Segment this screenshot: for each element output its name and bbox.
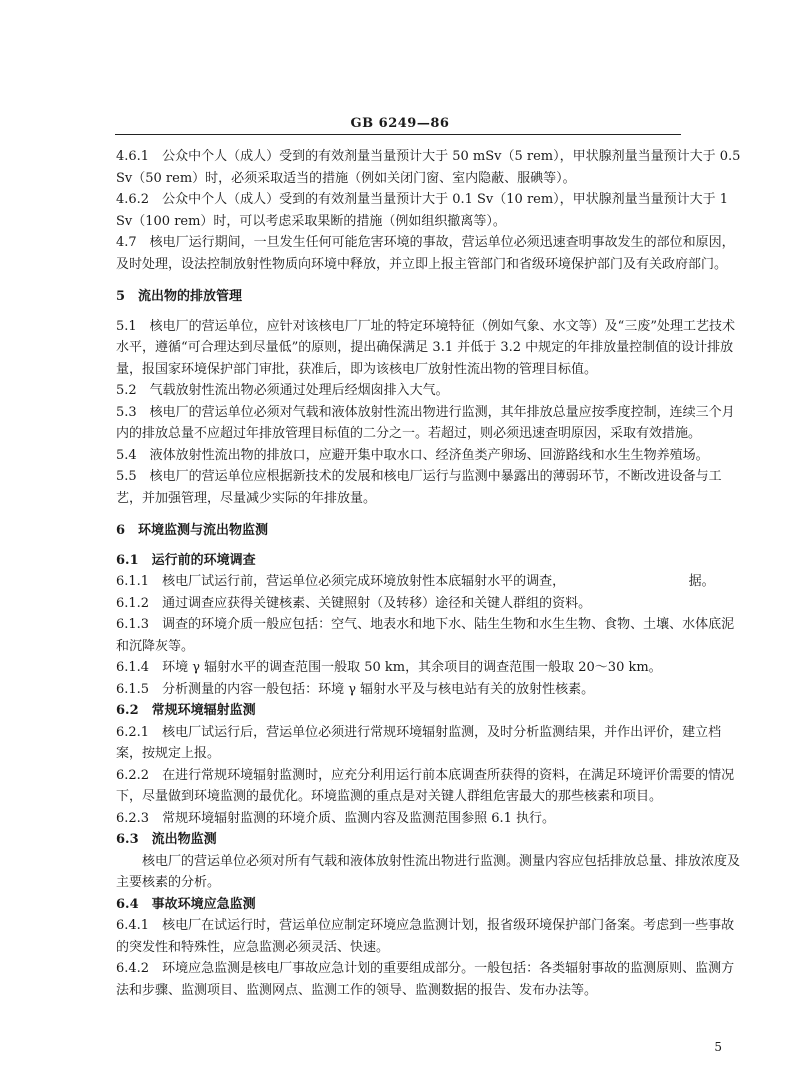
clause-6-2-3: 6.2.3 常规环境辐射监测的环境介质、监测内容及监测范围参照 6.1 执行。: [116, 810, 556, 826]
clause-6-1-heading: 6.1 运行前的环境调查: [116, 552, 256, 568]
section-6-heading: 6 环境监测与流出物监测: [116, 523, 269, 538]
section-5-heading: 5 流出物的排放管理: [116, 289, 243, 304]
clause-4-6-2: 4.6.2 公众中个人（成人）受到的有效剂量当量预计大于 0.1 Sv（10 rem），甲状腺剂量当量预计大于 1 Sv（100 rem）时，可以考虑采取果断的措施（例如组织撤离等）。: [116, 192, 729, 229]
clause-5-3: 5.3 核电厂的营运单位必须对气载和液体放射性流出物进行监测，其年排放总量应按季度控制，连续三个月内的排放总量不应超过年排放管理目标值的二分之一。若超过，则必须迅速查明原因，采取有效措施。: [116, 404, 735, 441]
document-header: GB 6249—86: [350, 116, 450, 131]
clause-5-4: 5.4 液体放射性流出物的排放口，应避开集中取水口、经济鱼类产卵场、回游路线和水生生物养殖场。: [116, 447, 709, 463]
clause-4-7: 4.7 核电厂运行期间，一旦发生任何可能危害环境的事故，营运单位必须迅速查明事故发生的部位和原因，及时处理，设法控制放射性物质向环境中释放，并立即上报主管部门和省级环境保护部门及有关政府部门。: [116, 235, 735, 272]
clause-6-2-heading: 6.2 常规环境辐射监测: [116, 703, 256, 718]
clause-4-6-1: 4.6.1 公众中个人（成人）受到的有效剂量当量预计大于 50 mSv（5 rem），甲状腺剂量当量预计大于 0.5 Sv（50 rem）时，必须采取适当的措施（例如关闭门窗、室内隐蔽、服碘等）。: [116, 149, 741, 186]
clause-6-1-5: 6.1.5 分析测量的内容一般包括：环境 γ 辐射水平及与核电站有关的放射性核素。: [116, 681, 595, 697]
clause-6-2-2: 6.2.2 在进行常规环境辐射监测时，应充分利用运行前本底调查所获得的资料，在满足环境评价需要的情况下，尽量做到环境监测的最优化。环境监测的重点是对关键人群组危害最大的那些核素和项目。: [116, 767, 735, 804]
clause-6-4-1: 6.4.1 核电厂在试运行时，营运单位应制定环境应急监测计划，报省级环境保护部门备案。考虑到一些事故的突发性和特殊性，应急监测必须灵活、快速。: [116, 918, 735, 955]
clause-6-3-body: 核电厂的营运单位必须对所有气载和液体放射性流出物进行监测。测量内容应包括排放总量、排放浓度及主要核素的分析。: [116, 853, 741, 890]
clause-5-5: 5.5 核电厂的营运单位应根据新技术的发展和核电厂运行与监测中暴露出的薄弱环节，不断改进设备与工艺，并加强管理，尽量减少实际的年排放量。: [116, 469, 722, 506]
clause-5-1: 5.1 核电厂的营运单位，应针对该核电厂厂址的特定环境特征（例如气象、水文等）及“三废”处理工艺技术水平，遵循“可合理达到尽量低”的原则，提出确保满足 3.1 并低于 3.2 中规定的年排放量控制值的设计排放量，报国家环境保护部门审批，获准后，即为该核电厂放射性流出物的管理目标值。: [116, 318, 735, 377]
clause-5-2: 5.2 气载放射性流出物必须通过处理后经烟囱排入大气。: [116, 383, 449, 398]
clause-6-3-heading: 6.3 流出物监测: [116, 832, 217, 847]
clause-6-1-1: 6.1.1 核电厂试运行前，营运单位必须完成环境放射性本底辐射水平的调查， 据。: [116, 574, 715, 589]
header-rule: [115, 134, 681, 135]
clause-6-2-1: 6.2.1 核电厂试运行后，营运单位必须进行常规环境辐射监测，及时分析监测结果，并作出评价，建立档案，按规定上报。: [116, 724, 722, 761]
clause-6-1-3: 6.1.3 调查的环境介质一般应包括：空气、地表水和地下水、陆生生物和水生生物、食物、土壤、水体底泥和沉降灰等。: [116, 617, 735, 654]
clause-6-1-4: 6.1.4 环境 γ 辐射水平的调查范围一般取 50 km，其余项目的调查范围一般取 20～30 km。: [116, 660, 662, 675]
document-body: [116, 146, 742, 1001]
page-number: 5: [714, 1040, 722, 1054]
clause-6-4-heading: 6.4 事故环境应急监测: [116, 896, 256, 912]
clause-6-1-2: 6.1.2 通过调查应获得关键核素、关键照射（及转移）途径和关键人群组的资料。: [116, 595, 592, 611]
clause-6-4-2: 6.4.2 环境应急监测是核电厂事故应急计划的重要组成部分。一般包括：各类辐射事故的监测原则、监测方法和步骤、监测项目、监测网点、监测工作的领导、监测数据的报告、发布办法等。: [116, 961, 735, 998]
